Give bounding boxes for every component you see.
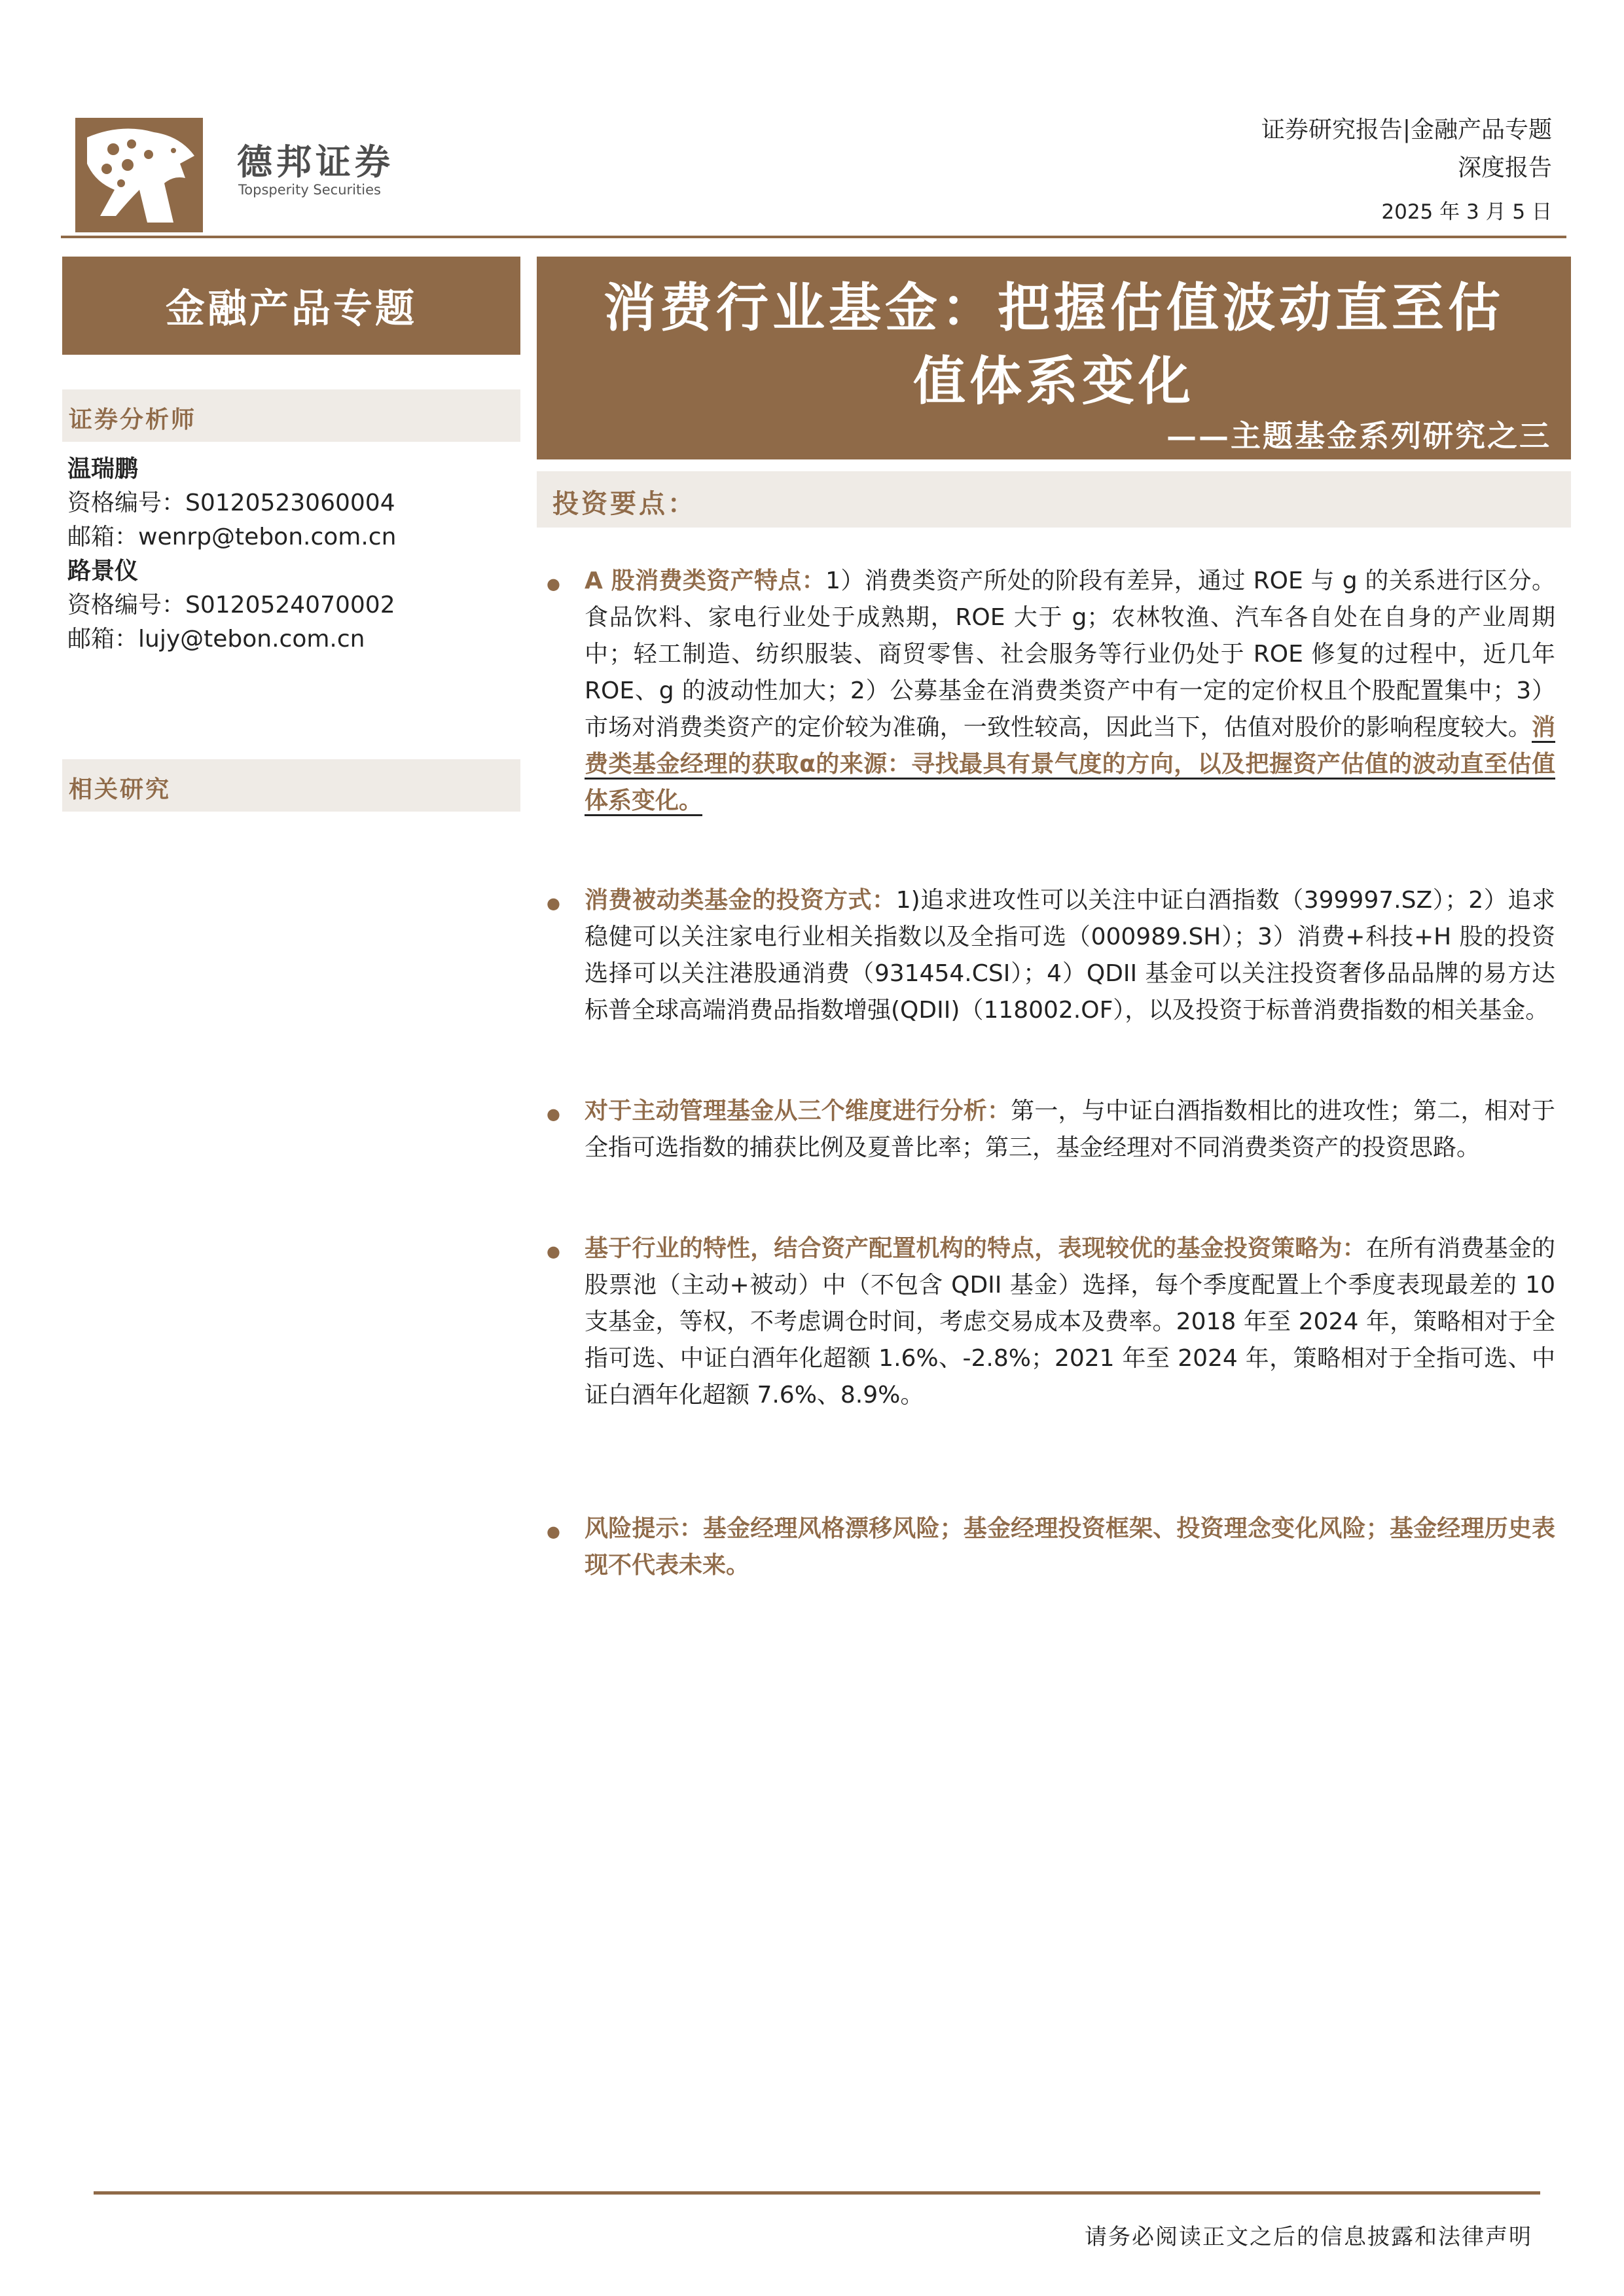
key-point-2 (585, 882, 1555, 1029)
logo-name-cn: 德邦证券 (237, 141, 394, 183)
report-date: 2025 年 3 月 5 日 (1381, 200, 1552, 224)
company-logo-icon (75, 118, 203, 232)
left-title: 金融产品专题 (166, 286, 417, 332)
logo-name-en: Topsperity Securities (238, 182, 381, 198)
key-point-lead: 基于行业的特性，结合资产配置机构的特点，表现较优的基金投资策略为： (585, 1235, 1366, 1262)
report-title-line1: 消费行业基金：把握估值波动直至估 (604, 277, 1504, 338)
analyst-email: 邮箱：wenrp@tebon.com.cn (67, 524, 397, 550)
related-heading: 相关研究 (69, 776, 171, 803)
analyst-cert: 资格编号：S0120523060004 (67, 490, 395, 516)
report-subtitle: ——主题基金系列研究之三 (1166, 418, 1551, 454)
footer-disclaimer: 请务必阅读正文之后的信息披露和法律声明 (1085, 2224, 1532, 2250)
risk-lead: 风险提示： (585, 1515, 703, 1542)
analysts-heading: 证券分析师 (69, 406, 197, 433)
key-points-label: 投资要点： (552, 488, 696, 519)
report-type: 深度报告 (1457, 154, 1552, 181)
footer-divider (94, 2191, 1540, 2195)
related-research-header (62, 759, 520, 812)
key-point-3 (585, 1093, 1555, 1166)
report-category: 证券研究报告|金融产品专题 (1261, 117, 1552, 143)
analyst-name: 温瑞鹏 (67, 455, 139, 482)
key-point-text: 1)追求进攻性可以关注中证白酒指数（399997.SZ）；2）追求稳健可以关注家电行业相关指数以及全指可选（000989.SH）；3）消费+科技+H 股的投资选择可以关注港股通消费（931454.CSI）；4）QDII 基金可以关注投资奢侈品品牌的易方达标普全球高端消费品指数增强(QDII)（118002.OF），以及投资于标普消费指数的相关基金。 (585, 887, 1555, 1024)
left-title-banner (62, 257, 520, 355)
key-point-4 (585, 1230, 1555, 1414)
report-title-banner (537, 257, 1571, 459)
bullet-icon: ● (547, 1242, 560, 1261)
analyst-name: 路景仪 (67, 557, 139, 584)
analysts-section-header (62, 389, 520, 442)
key-point-text: 1）消费类资产所处的阶段有差异，通过 ROE 与 g 的关系进行区分。食品饮料、家电行业处于成熟期，ROE 大于 g；农林牧渔、汽车各自处在自身的产业周期中；轻工制造、纺织服装、商贸零售、社会服务等行业仍处于 ROE 修复的过程中，近几年 ROE、g 的波动性加大；2）公募基金在消费类资产中有一定的定价权且个股配置集中；3）市场对消费类资产的定价较为准确，一致性较高，因此当下，估值对股价的影响程度较大。 (585, 567, 1555, 741)
key-point-text: 在所有消费基金的股票池（主动+被动）中（不包含 QDII 基金）选择，每个季度配置上个季度表现最差的 10 支基金，等权，不考虑调仓时间，考虑交易成本及费率。2018 年至 2024 年，策略相对于全指可选、中证白酒年化超额 1.6%、-2.8%；2021 年至 2024 年，策略相对于全指可选、中证白酒年化超额 7.6%、8.9%。 (585, 1235, 1555, 1408)
bullet-icon: ● (547, 575, 560, 593)
key-point-text: 第一，与中证白酒指数相比的进攻性；第二，相对于全指可选指数的捕获比例及夏普比率；第三，基金经理对不同消费类资产的投资思路。 (585, 1098, 1555, 1161)
bullet-icon: ● (547, 894, 560, 912)
report-title-line2: 值体系变化 (913, 350, 1195, 412)
key-point-lead: 消费被动类基金的投资方式： (585, 887, 896, 914)
bullet-icon: ● (547, 1522, 560, 1541)
risk-text: 基金经理风格漂移风险；基金经理投资框架、投资理念变化风险；基金经理历史表现不代表未来。 (585, 1515, 1555, 1579)
key-point-1 (585, 563, 1555, 819)
key-points-header (537, 471, 1571, 528)
header-divider (61, 236, 1566, 238)
analyst-cert: 资格编号：S0120524070002 (67, 592, 395, 619)
key-point-lead: A 股消费类资产特点： (585, 567, 826, 594)
key-point-highlight: 消费类基金经理的获取α的来源：寻找最具有景气度的方向，以及把握资产估值的波动直至估值体系变化。 (585, 714, 1555, 816)
analyst-email: 邮箱：lujy@tebon.com.cn (67, 626, 365, 653)
key-point-lead: 对于主动管理基金从三个维度进行分析： (585, 1098, 1011, 1124)
bullet-icon: ● (547, 1105, 560, 1123)
risk-warning (585, 1511, 1555, 1584)
